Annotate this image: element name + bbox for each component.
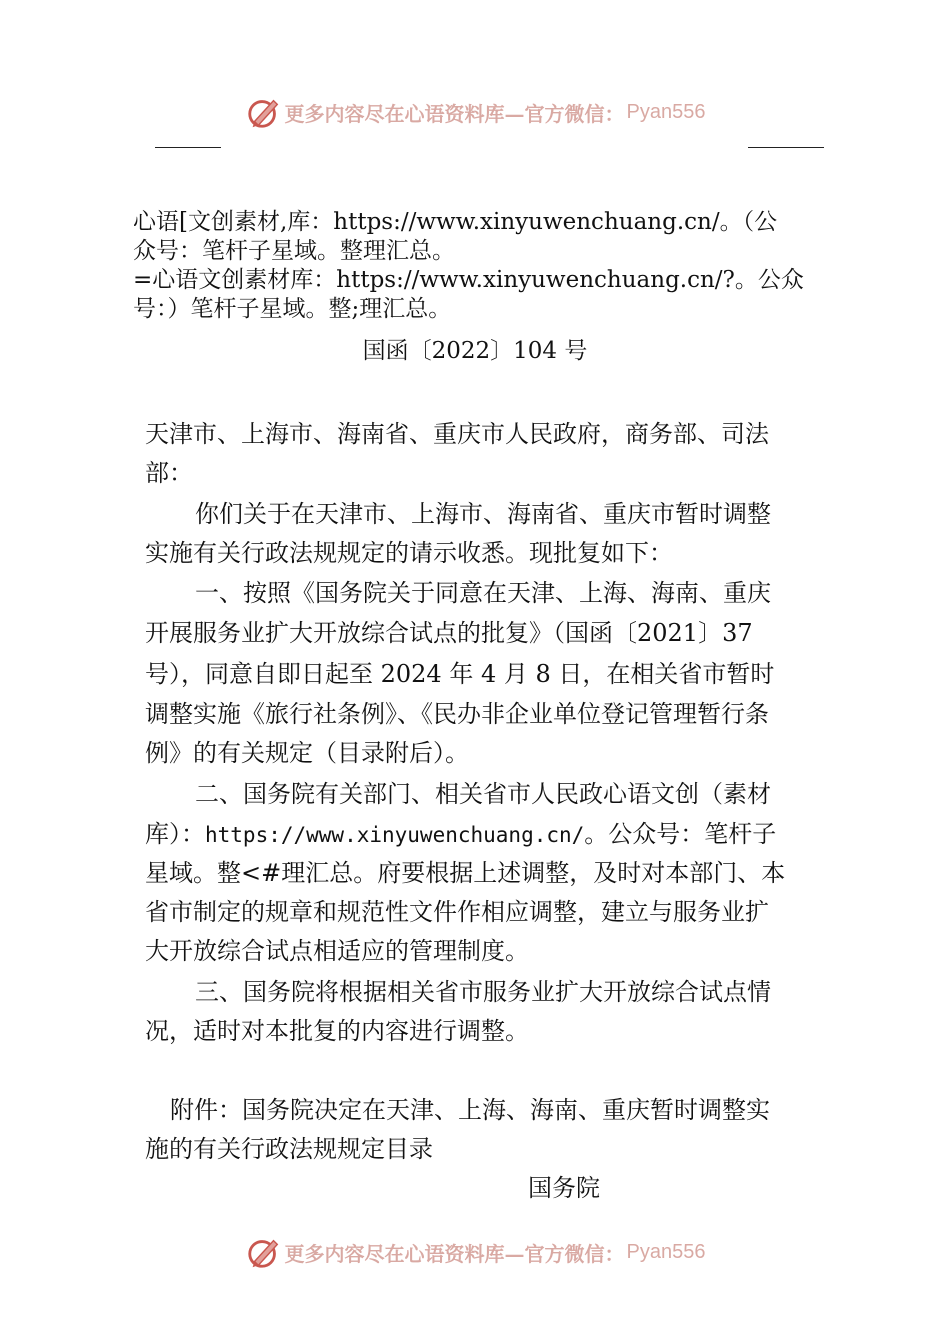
body-line: 省市制定的规章和规范性文件作相应调整，建立与服务业扩 xyxy=(145,898,769,926)
body-line: 调整实施《旅行社条例》、《民办非企业单位登记管理暂行条 xyxy=(145,700,769,728)
body-line: 二、国务院有关部门、相关省市人民政心语文创（素材 xyxy=(195,780,771,808)
banner-wechat-id: Pyan556 xyxy=(626,1240,706,1263)
body-text: 。公众号：笔杆子 xyxy=(584,820,777,848)
body-line: 开展服务业扩大开放综合试点的批复》（国函〔2021〕37 xyxy=(145,619,753,647)
attachment-line: 附件：国务院决定在天津、上海、海南、重庆暂时调整实 xyxy=(170,1096,770,1124)
header-rule-right xyxy=(748,147,824,148)
banner-wechat-id: Pyan556 xyxy=(626,100,706,123)
body-line: 实施有关行政法规规定的请示收悉。现批复如下： xyxy=(145,539,673,567)
header-banner xyxy=(0,92,950,132)
body-line: 一、按照《国务院关于同意在天津、上海、海南、重庆 xyxy=(195,579,771,607)
body-line: 你们关于在天津市、上海市、海南省、重庆市暂时调整 xyxy=(195,500,771,528)
body-line: 例》的有关规定（目录附后）。 xyxy=(145,739,469,767)
watermark-line: 众号：笔杆子星域。整理汇总。 xyxy=(133,238,455,264)
header-rule-left xyxy=(155,147,221,148)
body-text: 库）： xyxy=(145,820,205,848)
watermark-line: 心语[文创素材,库：https://www.xinyuwenchuang.cn/。（公 xyxy=(133,209,778,235)
pen-icon xyxy=(245,1233,283,1271)
addressee-line: 天津市、上海市、海南省、重庆市人民政府，商务部、司法 xyxy=(145,420,769,448)
body-line: 号），同意自即日起至 2024 年 4 月 8 日，在相关省市暂时 xyxy=(145,660,775,688)
website-url: https://www.xinyuwenchuang.cn/ xyxy=(205,823,585,847)
signature: 国务院 xyxy=(528,1174,600,1202)
body-line: 大开放综合试点相适应的管理制度。 xyxy=(145,937,529,965)
body-line: 三、国务院将根据相关省市服务业扩大开放综合试点情 xyxy=(195,978,771,1006)
pen-icon xyxy=(245,93,283,131)
document-number: 国函〔2022〕104 号 xyxy=(362,338,588,364)
watermark-line: =心语文创素材库：https://www.xinyuwenchuang.cn/?。公众 xyxy=(133,267,804,293)
watermark-line: 号：）笔杆子星域。整;理汇总。 xyxy=(133,296,452,322)
footer-banner xyxy=(0,1232,950,1272)
body-line xyxy=(145,818,776,851)
attachment-line: 施的有关行政法规规定目录 xyxy=(145,1135,433,1163)
banner-text: 更多内容尽在心语资料库—官方微信： xyxy=(284,101,625,126)
body-line: 况，适时对本批复的内容进行调整。 xyxy=(145,1017,529,1045)
addressee-line: 部： xyxy=(145,459,193,487)
banner-text: 更多内容尽在心语资料库—官方微信： xyxy=(284,1241,625,1266)
body-line: 星域。整<#理汇总。府要根据上述调整，及时对本部门、本 xyxy=(145,859,786,887)
